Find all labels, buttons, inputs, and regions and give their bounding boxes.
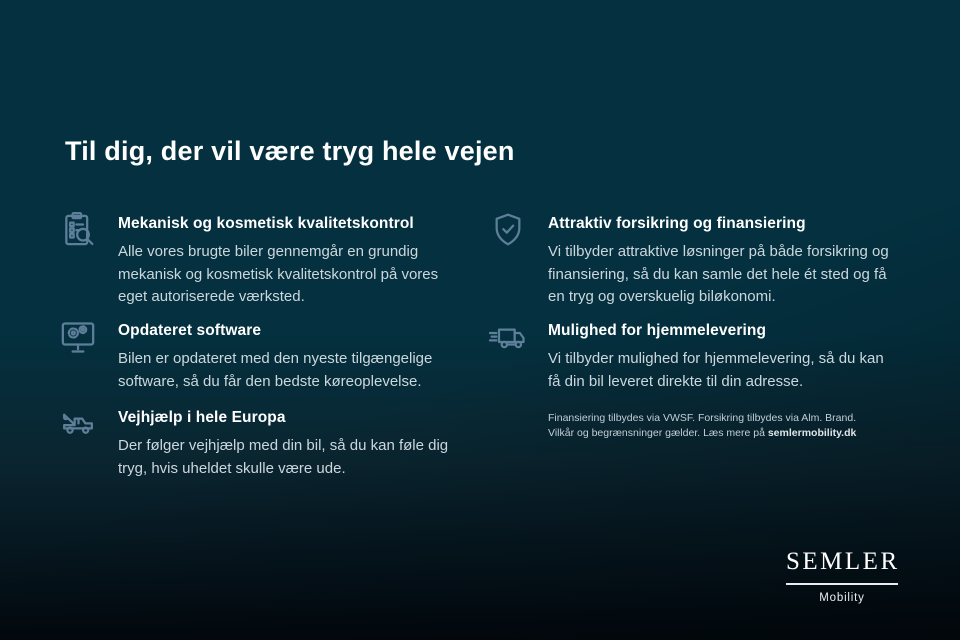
feature-text [548,317,900,393]
feature-quality-control [58,210,488,317]
software-update-icon [58,317,98,357]
feature-text [118,317,470,393]
logo-brand: SEMLER [786,548,898,585]
feature-body: Der følger vejhjælp med din bil, så du kan føle dig tryg, hvis uheldet skulle være ude. [118,437,449,477]
disclaimer-line1: Finansiering tilbydes via VWSF. Forsikring tilbydes via Alm. Brand. [548,412,857,424]
feature-home-delivery [488,317,908,404]
page-title: Til dig, der vil være tryg hele vejen [65,136,515,167]
feature-body: Vi tilbyder attraktive løsninger på både forsikring og finansiering, så du kan samle det hele ét sted og få en tryg og overskuelig biløkonomi. [548,243,889,305]
feature-body: Vi tilbyder mulighed for hjemmelevering, så du kan få din bil leveret direkte til din adresse. [548,350,884,390]
disclaimer-line2-text: Vilkår og begrænsninger gælder. Læs mere på [548,427,768,439]
delivery-truck-icon [488,317,528,357]
feature-text [548,210,900,309]
feature-body: Alle vores brugte biler gennemgår en grundig mekanisk og kosmetisk kvalitetskontrol på vores eget autoriserede værksted. [118,243,439,305]
feature-insurance-financing [488,210,908,317]
disclaimer-link[interactable]: semlermobility.dk [767,427,857,439]
feature-grid [58,210,908,480]
feature-text [118,404,470,480]
quality-check-icon [58,210,98,250]
disclaimer [548,404,908,480]
feature-title: Opdateret software [118,322,262,339]
feature-roadside-assistance [58,404,488,480]
tow-truck-icon [58,404,98,444]
disclaimer-line2 [548,426,908,441]
logo-subtitle: Mobility [819,592,865,604]
feature-title: Mekanisk og kosmetisk kvalitetskontrol [118,215,414,232]
feature-title: Mulighed for hjemmelevering [548,322,767,339]
shield-check-icon [488,210,528,250]
feature-body: Bilen er opdateret med den nyeste tilgængelige software, så du får den bedste køreoplevelse. [118,350,433,390]
feature-software-update [58,317,488,404]
feature-text [118,210,470,309]
feature-title: Attraktiv forsikring og finansiering [548,215,806,232]
semler-logo [786,548,898,604]
feature-title: Vejhjælp i hele Europa [118,409,286,426]
